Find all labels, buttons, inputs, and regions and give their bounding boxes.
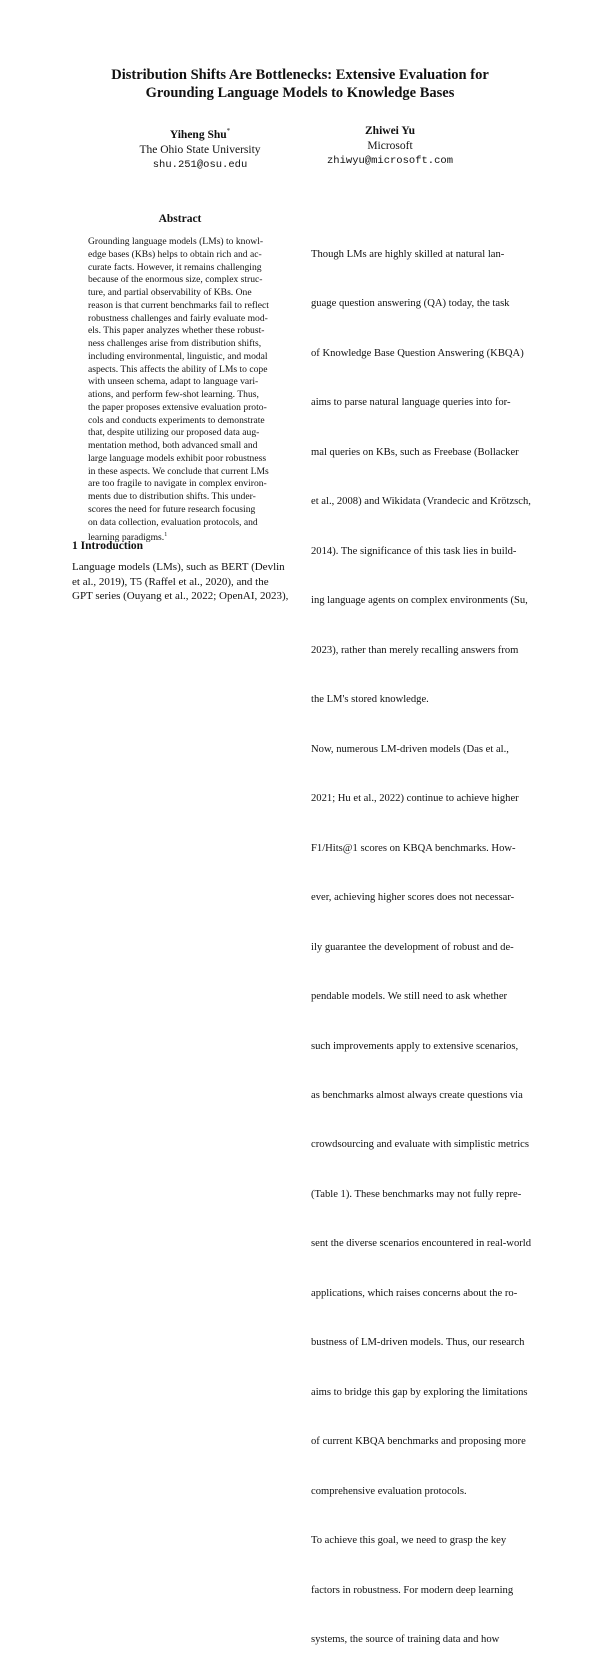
abstract-line: Grounding language models (LMs) to knowl- <box>88 236 264 247</box>
body-line: aims to bridge this gap by exploring the limitations <box>311 1386 528 1398</box>
abstract-line: curate facts. However, it remains challenging <box>88 261 262 273</box>
intro-line: GPT series (Ouyang et al., 2022; OpenAI, 2023), <box>72 590 289 602</box>
abstract-line: including environmental, linguistic, and modal <box>88 350 268 362</box>
body-line: of current KBQA benchmarks and proposing more <box>311 1436 526 1448</box>
right-column-body <box>311 212 533 1665</box>
section-heading: 1 Introduction <box>72 540 144 552</box>
title-line: Distribution Shifts Are Bottlenecks: Extensive Evaluation for <box>111 67 489 83</box>
body-line: of Knowledge Base Question Answering (KBQA) <box>311 347 524 359</box>
abstract-line: the paper proposes extensive evaluation proto- <box>88 401 267 413</box>
body-line: ing language agents on complex environments (Su, <box>311 595 528 607</box>
body-line: crowdsourcing and evaluate with simplistic metrics <box>311 1139 529 1151</box>
abstract-line: ations, and perform few-shot learning. Thus, <box>88 389 259 400</box>
body-line: guage question answering (QA) today, the task <box>311 298 510 310</box>
abstract-heading: Abstract <box>158 213 202 225</box>
body-line: 2021; Hu et al., 2022) continue to achieve higher <box>311 793 519 805</box>
body-line: ever, achieving higher scores does not necessar- <box>311 892 515 904</box>
abstract-line: aspects. This affects the ability of LMs to cope <box>88 363 268 375</box>
body-line: 2023), rather than merely recalling answers from <box>311 644 519 656</box>
abstract-line: scores the need for future research focusing <box>88 503 256 515</box>
author-name-line <box>100 124 300 143</box>
abstract-line: reason is that current benchmarks fail to reflect <box>88 299 269 311</box>
intro-line: Language models (LMs), such as BERT (Devlin <box>72 561 285 573</box>
author-email[interactable]: zhiwyu@microsoft.com <box>326 155 454 167</box>
abstract-line: edge bases (KBs) helps to obtain rich and ac- <box>88 248 262 260</box>
body-line: (Table 1). These benchmarks may not fully repre- <box>311 1188 522 1200</box>
author-affiliation: Microsoft <box>367 140 413 152</box>
body-line: 2014). The significance of this task lies in build- <box>311 545 517 557</box>
abstract-line: in these aspects. We conclude that current LMs <box>88 465 269 477</box>
body-line: the LM's stored knowledge. <box>311 694 429 706</box>
body-line: et al., 2008) and Wikidata (Vrandecic and Krötzsch, <box>311 496 531 508</box>
abstract-line: mentation method, both advanced small and <box>88 440 258 451</box>
body-line: systems, the source of training data and how <box>311 1634 500 1646</box>
abstract-line: ness challenges arise from distribution shifts, <box>88 338 262 349</box>
abstract-line: are too fragile to navigate in complex environ- <box>88 478 267 490</box>
abstract-line: robustness challenges and fairly evaluate mod- <box>88 312 268 324</box>
abstract-line: that, despite utilizing our proposed data aug- <box>88 427 260 439</box>
intro-line: et al., 2019), T5 (Raffel et al., 2020), and the <box>72 575 269 588</box>
author-name: Yiheng Shu <box>169 128 227 141</box>
abstract-line: with unseen schema, adapt to language vari- <box>88 376 259 388</box>
paper-title <box>40 66 560 102</box>
title-line: Grounding Language Models to Knowledge Bases <box>145 85 455 101</box>
body-line: sent the diverse scenarios encountered in real-world <box>311 1238 532 1250</box>
body-line: comprehensive evaluation protocols. <box>311 1485 467 1497</box>
body-line: F1/Hits@1 scores on KBQA benchmarks. How- <box>311 842 516 854</box>
body-line: applications, which raises concerns about the ro- <box>311 1287 518 1299</box>
body-line: pendable models. We still need to ask whether <box>311 991 508 1003</box>
author-block <box>100 124 300 173</box>
abstract-line: on data collection, evaluation protocols, and <box>88 516 258 528</box>
introduction-body <box>72 560 294 604</box>
abstract-line: ture, and partial observability of KBs. One <box>88 287 252 298</box>
author-footnote-mark: * <box>226 127 231 135</box>
abstract-line: els. This paper analyzes whether these robust- <box>88 325 265 337</box>
body-line: such improvements apply to extensive scenarios, <box>311 1040 519 1052</box>
body-line: as benchmarks almost always create questions via <box>311 1089 523 1101</box>
body-line: mal queries on KBs, such as Freebase (Bollacker <box>311 446 519 458</box>
author-email[interactable]: shu.251@osu.edu <box>152 158 248 171</box>
body-line: To achieve this goal, we need to grasp the key <box>311 1535 507 1547</box>
abstract-line: large language models exhibit poor robustness <box>88 452 267 464</box>
abstract-line: ments due to distribution shifts. This under- <box>88 491 256 502</box>
body-line: Now, numerous LM-driven models (Das et al., <box>311 743 509 755</box>
body-line: aims to parse natural language queries into for- <box>311 397 511 409</box>
author-affiliation: The Ohio State University <box>139 143 261 156</box>
abstract-line: because of the enormous size, complex struc- <box>88 274 263 286</box>
author-name-line <box>290 124 490 139</box>
footnote-marker[interactable]: 1 <box>164 532 168 539</box>
abstract-line: learning paradigms. <box>88 532 165 544</box>
body-line: bustness of LM-driven models. Thus, our research <box>311 1337 525 1349</box>
body-line: ily guarantee the development of robust and de- <box>311 941 514 953</box>
body-line: factors in robustness. For modern deep learning <box>311 1584 514 1596</box>
body-line: Though LMs are highly skilled at natural lan- <box>311 249 505 260</box>
abstract-body <box>88 236 278 542</box>
abstract-line: cols and conducts experiments to demonstrate <box>88 414 265 426</box>
author-block <box>290 124 490 169</box>
author-name: Zhiwei Yu <box>365 125 415 137</box>
